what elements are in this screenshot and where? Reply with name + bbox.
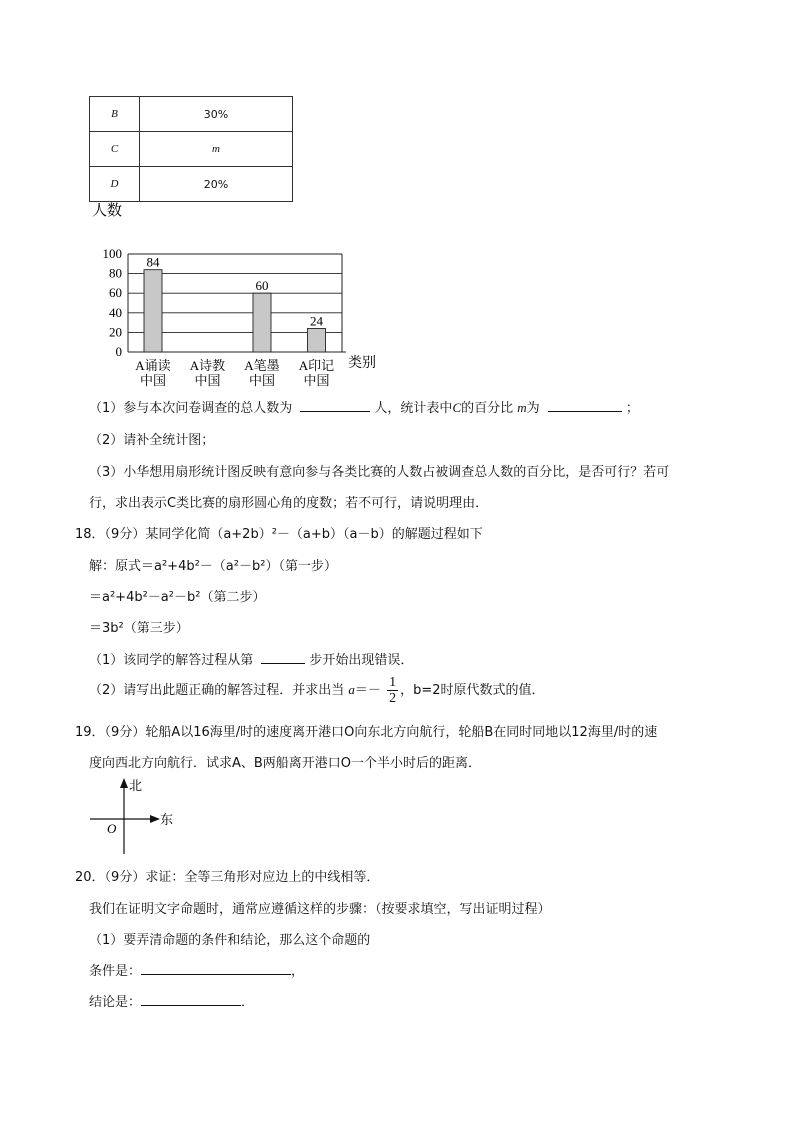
x-category-label-line2: 中国 <box>303 373 330 388</box>
condition-end: ， <box>291 964 305 979</box>
q20-intro: 我们在证明文字命题时，通常应遵循这样的步骤：（按要求填空，写出证明过程） <box>89 902 551 917</box>
east-label: 东 <box>160 812 174 827</box>
conclusion-label: 结论是： <box>89 995 142 1010</box>
origin-label: O <box>107 821 117 836</box>
q18-question2-end: ，b=2时原代数式的值． <box>400 683 545 698</box>
answer-blank-total[interactable] <box>300 399 370 412</box>
q20-condition <box>89 960 304 979</box>
bar <box>144 270 162 352</box>
q17-part1 <box>89 397 639 416</box>
q17-part3-line2: 行，求出表示C类比赛的扇形圆心角的度数；若不可行，请说明理由． <box>89 496 489 511</box>
bar-chart <box>86 198 386 390</box>
q18-step2: ＝a²+4b²－a²－b²（第二步） <box>89 590 266 605</box>
conclusion-end: ． <box>241 995 255 1010</box>
q18-title: 18．（9分）某同学化简（a+2b）²－（a+b）（a－b）的解题过程如下 <box>75 527 483 542</box>
q18-equals: ＝－ <box>354 683 381 698</box>
q19-line1: 19．（9分）轮船A以16海里/时的速度离开港口O向东北方向航行，轮船B在同时同地以12海里/时的速 <box>75 725 658 740</box>
fraction-numerator: 1 <box>389 675 397 690</box>
q17-part1-text: （1）参与本次问卷调查的总人数为 <box>89 401 293 416</box>
table-row <box>90 97 293 132</box>
fraction-one-half <box>387 675 398 706</box>
q17-part1-end: ； <box>625 401 639 416</box>
y-tick-label: 60 <box>109 285 122 301</box>
q18-question1-end: 步开始出现错误． <box>309 653 414 668</box>
var-m: m <box>517 400 527 415</box>
table-cell-value: 20% <box>140 167 293 202</box>
q17-part1-text-4: 为 <box>526 401 540 416</box>
q17-part1-text-3: 的百分比 <box>461 401 514 416</box>
east-arrow-icon <box>150 815 160 823</box>
condition-label: 条件是： <box>89 964 142 979</box>
stat-table <box>89 96 293 202</box>
q20-conclusion <box>89 991 254 1010</box>
x-category-label: A笔墨 <box>244 358 280 373</box>
chart-y-label: 人数 <box>92 203 123 219</box>
y-tick-label: 40 <box>109 304 122 320</box>
bar <box>253 293 271 352</box>
y-tick-label: 80 <box>109 265 122 281</box>
q18-question1 <box>89 649 413 668</box>
answer-blank-step[interactable] <box>261 651 305 664</box>
x-category-label-line2: 中国 <box>248 373 276 388</box>
answer-blank-condition[interactable] <box>141 962 291 975</box>
north-label: 北 <box>129 778 143 793</box>
x-category-label: A印记 <box>298 358 335 373</box>
var-c: C <box>452 400 462 415</box>
y-tick-label: 20 <box>109 324 122 340</box>
q17-part3-line1: （3）小华想用扇形统计图反映有意向参与各类比赛的人数占被调查总人数的百分比，是否可行？若可 <box>89 465 670 480</box>
q18-question1-text: （1）该同学的解答过程从第 <box>89 653 254 668</box>
table-cell-category: B <box>90 97 140 132</box>
table-row <box>90 132 293 167</box>
q17-part1-text-2: 人，统计表中 <box>374 401 453 416</box>
table-cell-category: D <box>90 167 140 202</box>
table-cell-value: 30% <box>140 97 293 132</box>
north-arrow-icon <box>120 778 128 788</box>
q20-title: 20．（9分）求证：全等三角形对应边上的中线相等． <box>75 870 380 885</box>
answer-blank-percent[interactable] <box>548 399 622 412</box>
q19-line2: 度向西北方向航行．试求A、B两船离开港口O一个半小时后的距离． <box>89 756 482 771</box>
compass-diagram <box>88 776 188 858</box>
x-category-label: A诵读 <box>135 358 171 373</box>
q18-question2-text: （2）请写出此题正确的解答过程．并求出当 <box>89 683 345 698</box>
q18-question2 <box>89 675 545 706</box>
table-row <box>90 167 293 202</box>
q18-step3: ＝3b²（第三步） <box>89 621 189 636</box>
x-category-label: A诗教 <box>189 358 226 373</box>
var-a: a <box>348 682 355 697</box>
q18-step1: 解：原式＝a²+4b²－（a²－b²）（第一步） <box>89 559 337 574</box>
q17-part2: （2）请补全统计图； <box>89 433 215 448</box>
bar-value-label: 84 <box>146 254 160 270</box>
table-cell-value: m <box>140 132 293 167</box>
fraction-denominator: 2 <box>389 691 397 706</box>
chart-x-label: 类别 <box>348 356 376 371</box>
bar-value-label: 60 <box>255 278 269 294</box>
y-tick-label: 100 <box>102 246 122 261</box>
bar-value-label: 24 <box>310 313 323 329</box>
y-tick-label: 0 <box>115 344 122 359</box>
answer-blank-conclusion[interactable] <box>141 993 241 1006</box>
table-cell-category: C <box>90 132 140 167</box>
q20-part1: （1）要弄清命题的条件和结论，那么这个命题的 <box>89 933 371 948</box>
bar <box>308 328 326 352</box>
x-category-label-line2: 中国 <box>139 373 167 388</box>
x-category-label-line2: 中国 <box>194 373 221 388</box>
